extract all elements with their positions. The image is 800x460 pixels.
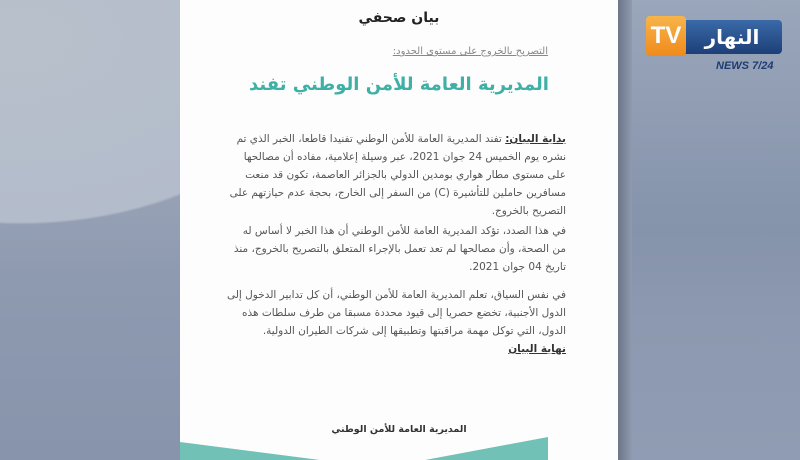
press-release-document <box>180 0 618 460</box>
teal-decoration <box>180 430 618 460</box>
document-footer: المديرية العامة للأمن الوطني <box>331 424 467 435</box>
paragraph-1 <box>226 130 566 220</box>
end-of-statement: نهاية البيان <box>508 343 566 355</box>
background-left <box>0 0 180 460</box>
paragraph-lead: بداية البيان: <box>505 133 566 145</box>
paragraph-text: في نفس السياق، تعلم المديرية العامة للأمن الوطني، أن كل تدابير الدخول إلى الدول الأجنبية، تخضع حصريا إلى قيود محددة مسبقا من طرف سلطات هذه الدول، التي توكل مهمة مراقبتها وتطبيقها إلى شركات الطيران الدولية. <box>226 289 566 337</box>
document-headline: المديرية العامة للأمن الوطني تفند <box>249 74 549 95</box>
paragraph-2: في هذا الصدد، تؤكد المديرية العامة للأمن الوطني أن هذا الخبر لا أساس له من الصحة، وأن مصالحها لم تعد تعمل بالإجراء المتعلق بالتصريح بالخروج، منذ تاريخ 04 جوان 2021. <box>233 225 566 273</box>
page-shadow <box>618 0 632 460</box>
document-title: بيان صحفي <box>358 10 440 26</box>
paragraph-text: تفند المديرية العامة للأمن الوطني تفنيدا قاطعا، الخبر الذي تم نشره يوم الخميس 24 جوان 2021، عبر وسيلة إعلامية، مفاده أن مصالحها على مستوى مطار هواري بومدين الدولي بالجزائر العاصمة، تكون قد منعت مسافرين حاملين للتأشيرة (C) من السفر إلى الخارج، بحجة عدم حيازتهم على التصريح بالخروج. <box>229 133 566 217</box>
paragraph-3 <box>226 286 566 358</box>
channel-tagline: NEWS 7/24 <box>716 60 774 72</box>
ennahar-tv-logo <box>646 16 786 76</box>
tv-badge: TV <box>646 16 686 56</box>
channel-name: النهار <box>682 20 782 54</box>
document-subtitle: التصريح بالخروج على مستوى الحدود: <box>392 46 548 57</box>
